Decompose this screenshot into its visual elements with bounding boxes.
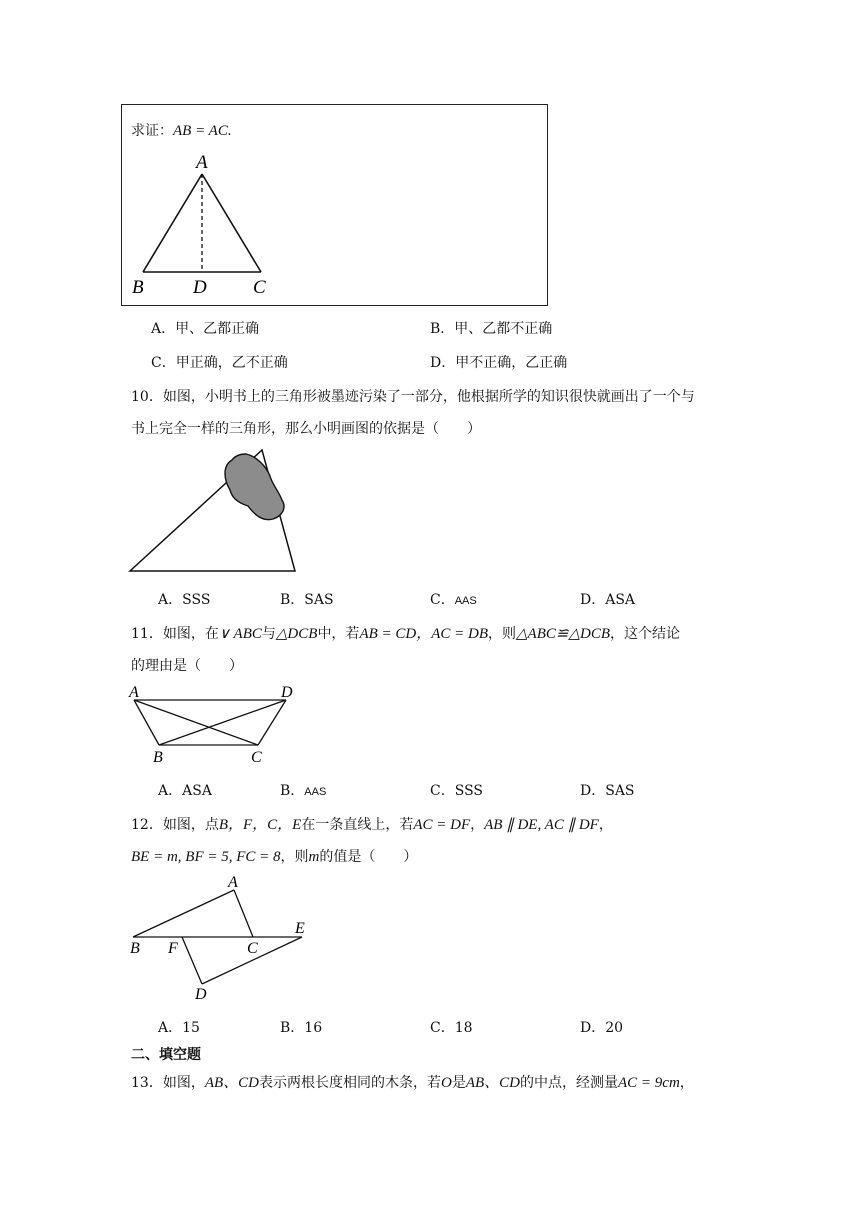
math: AB、CD (204, 1075, 259, 1091)
option-text: 18 (454, 1020, 473, 1036)
q12-label-f: F (168, 940, 178, 957)
option-text: SSS (454, 783, 483, 799)
q10-stem-line1: 10．如图，小明书上的三角形被墨迹污染了一部分，他根据所学的知识很快就画出了一个与 (131, 389, 695, 405)
q12-option-d[interactable] (580, 1017, 623, 1037)
option-text: 甲、乙都不正确 (454, 321, 553, 337)
q12-line-ab (133, 890, 234, 937)
option-text: 甲、乙都正确 (175, 321, 260, 337)
q11-label-d: D (281, 684, 293, 701)
option-text: 15 (182, 1020, 200, 1036)
prove-period: . (227, 123, 232, 139)
option-text: 甲不正确，乙正确 (455, 355, 568, 371)
q12-label-e: E (295, 920, 305, 937)
text: ， (470, 817, 485, 833)
q9-label-a: A (196, 152, 208, 173)
q11-label-c: C (251, 749, 262, 766)
text: 的中点，经测量 (520, 1075, 619, 1091)
option-text: AAS (304, 786, 327, 798)
option-letter: B． (280, 783, 305, 799)
text: 12．如图，点 (131, 817, 219, 833)
q12-option-c[interactable] (430, 1017, 473, 1037)
option-text: 16 (304, 1020, 323, 1036)
text: 表示两根长度相同的木条，若 (259, 1075, 441, 1091)
math: AB、CD (465, 1075, 521, 1091)
q13-stem-line1 (131, 1071, 694, 1092)
option-letter: B． (280, 592, 305, 608)
option-text: AAS (454, 595, 477, 607)
q12-line-ac (234, 890, 253, 937)
option-letter: A． (158, 592, 183, 608)
math: △ABC≌△DCB (516, 626, 610, 642)
option-letter: C． (430, 783, 455, 799)
option-letter: C． (151, 355, 176, 371)
q11-stem-line2: 的理由是（ ） (131, 658, 243, 674)
q12-option-a[interactable] (158, 1017, 200, 1037)
q12-line-fd (182, 937, 202, 984)
option-letter: A． (151, 321, 176, 337)
q12-label-c: C (247, 940, 258, 957)
option-letter: D． (580, 783, 606, 799)
option-letter: A． (158, 783, 183, 799)
option-letter: D． (430, 355, 456, 371)
math: AC = 9cm (618, 1075, 680, 1091)
q12-label-d: D (195, 986, 207, 1003)
text: ， (598, 817, 613, 833)
math: m (308, 849, 320, 865)
option-text: ASA (605, 592, 636, 608)
q12-option-b[interactable] (280, 1017, 322, 1037)
section-heading-fill-in: 二、填空题 (131, 1047, 201, 1063)
option-text: 甲正确，乙不正确 (175, 355, 288, 371)
text: 13．如图， (131, 1075, 205, 1091)
q11-label-a: A (129, 684, 139, 701)
math: AB ∥ DE, AC ∥ DF (484, 817, 599, 833)
text: 的值是（ ） (319, 849, 418, 865)
prove-prefix: 求证： (131, 123, 173, 139)
option-text: 20 (605, 1020, 624, 1036)
math: BE = m, BF = 5, FC = 8 (131, 849, 281, 865)
text: ，则 (488, 626, 517, 642)
option-text: SSS (182, 592, 211, 608)
q9-label-b: B (132, 277, 144, 298)
q9-label-d: D (193, 277, 207, 298)
text: ，这个结论 (610, 626, 680, 642)
text: 是 (451, 1075, 466, 1091)
text: 在一条直线上，若 (301, 817, 414, 833)
math: ∨ ABC (218, 626, 262, 642)
q10-stem-line2: 书上完全一样的三角形，那么小明画图的依据是（ ） (131, 421, 481, 437)
math: AC = DF (413, 817, 471, 833)
text: ，则 (280, 849, 309, 865)
option-letter: C． (430, 1020, 455, 1036)
option-letter: C． (430, 592, 455, 608)
option-letter: B． (430, 321, 455, 337)
option-letter: D． (580, 592, 606, 608)
q9-label-c: C (253, 277, 266, 298)
text: ， (679, 1075, 694, 1091)
text: 11．如图，在 (131, 626, 219, 642)
math: O (441, 1075, 452, 1091)
q12-label-b: B (130, 940, 140, 957)
math: B，F，C，E (218, 817, 302, 833)
q12-label-a: A (228, 874, 238, 891)
option-letter: B． (280, 1020, 305, 1036)
prove-statement: AB = AC (173, 123, 228, 139)
option-letter: D． (580, 1020, 606, 1036)
text: 与 (261, 626, 276, 642)
option-letter: A． (158, 1020, 183, 1036)
math: △DCB (275, 626, 318, 642)
option-text: SAS (304, 592, 334, 608)
option-text: SAS (605, 783, 635, 799)
q11-label-b: B (153, 749, 163, 766)
math: AB = CD，AC = DB (359, 626, 489, 642)
option-text: ASA (182, 783, 212, 799)
text: 中，若 (317, 626, 360, 642)
